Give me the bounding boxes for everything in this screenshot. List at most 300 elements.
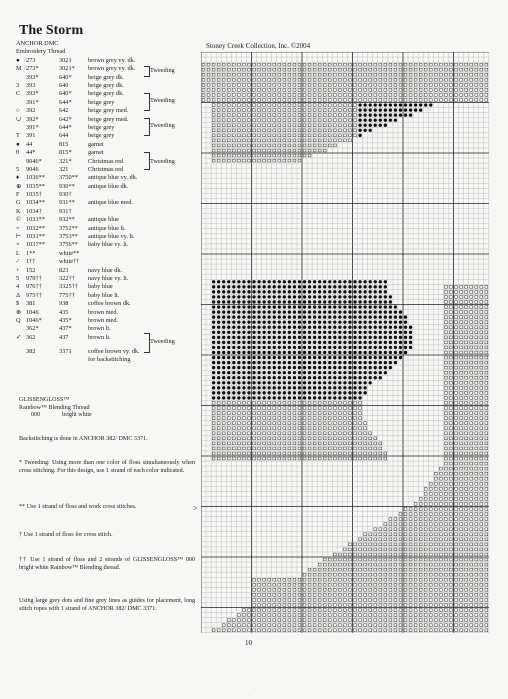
- stitch-symbol: [394, 593, 397, 596]
- stitch-symbol: [293, 154, 296, 157]
- stitch-symbol: [288, 614, 291, 617]
- stitch-symbol: [384, 619, 387, 622]
- stitch-symbol: [450, 331, 453, 334]
- stitch-symbol: [379, 538, 382, 541]
- stitch-symbol: [338, 412, 341, 415]
- stitch-symbol: [460, 341, 463, 344]
- stitch-symbol: [268, 63, 271, 66]
- stitch-symbol: [394, 88, 397, 91]
- stitch-symbol: [222, 280, 225, 283]
- stitch-symbol: [369, 94, 372, 97]
- stitch-symbol: [384, 553, 387, 556]
- stitch-symbol: [222, 99, 225, 102]
- stitch-symbol: [288, 396, 291, 399]
- stitch-symbol: [429, 73, 432, 76]
- stitch-symbol: [328, 563, 331, 566]
- stitch-symbol: [263, 119, 266, 122]
- legend-row: [16, 132, 196, 140]
- stitch-symbol: [399, 99, 402, 102]
- stitch-symbol: [409, 103, 412, 106]
- stitch-symbol: [248, 134, 251, 137]
- stitch-symbol: [333, 422, 336, 425]
- stitch-symbol: [414, 518, 417, 521]
- stitch-symbol: [242, 356, 245, 359]
- stitch-symbol: [404, 103, 407, 106]
- stitch-symbol: [237, 280, 240, 283]
- stitch-symbol: [414, 508, 417, 511]
- stitch-symbol: [379, 593, 382, 596]
- stitch-symbol: [460, 553, 463, 556]
- stitch-symbol: [364, 452, 367, 455]
- stitch-symbol: [389, 73, 392, 76]
- stitch-symbol: [480, 538, 483, 541]
- stitch-symbol: [374, 447, 377, 450]
- stitch-symbol: [328, 558, 331, 561]
- stitch-symbol: [414, 63, 417, 66]
- stitch-symbol: [364, 614, 367, 617]
- stitch-symbol: [394, 326, 397, 329]
- stitch-symbol: [450, 83, 453, 86]
- stitch-symbol: [243, 119, 246, 122]
- stitch-symbol: [222, 94, 225, 97]
- stitch-symbol: [232, 300, 235, 303]
- stitch-symbol: [470, 538, 473, 541]
- stitch-symbol: [293, 614, 296, 617]
- stitch-symbol: [389, 295, 392, 298]
- stitch-symbol: [253, 588, 256, 591]
- stitch-symbol: [354, 83, 357, 86]
- legend-row: [16, 300, 196, 308]
- stitch-symbol: [384, 78, 387, 81]
- stitch-symbol: [293, 320, 296, 323]
- stitch-symbol: [384, 315, 387, 318]
- stitch-symbol: [227, 119, 230, 122]
- stitch-symbol: [389, 99, 392, 102]
- stitch-symbol: [404, 346, 407, 349]
- stitch-symbol: [465, 467, 468, 470]
- stitch-symbol: [455, 583, 458, 586]
- stitch-symbol: [237, 134, 240, 137]
- stitch-symbol: [273, 149, 276, 152]
- stitch-symbol: [273, 609, 276, 612]
- stitch-symbol: [475, 311, 478, 314]
- stitch-symbol: [475, 326, 478, 329]
- stitch-symbol: [354, 402, 357, 405]
- stitch-symbol: [267, 346, 270, 349]
- stitch-symbol: [247, 285, 250, 288]
- legend-dmc: 644*: [59, 98, 72, 106]
- stitch-symbol: [232, 331, 235, 334]
- stitch-symbol: [414, 583, 417, 586]
- stitch-symbol: [318, 83, 321, 86]
- stitch-symbol: [384, 528, 387, 531]
- stitch-symbol: [470, 83, 473, 86]
- stitch-symbol: [262, 310, 265, 313]
- stitch-symbol: [303, 346, 306, 349]
- stitch-symbol: [253, 437, 256, 440]
- stitch-symbol: [288, 442, 291, 445]
- stitch-symbol: [217, 88, 220, 91]
- stitch-symbol: [389, 341, 392, 344]
- stitch-symbol: [298, 63, 301, 66]
- stitch-symbol: [374, 63, 377, 66]
- stitch-symbol: [267, 356, 270, 359]
- stitch-symbol: [359, 452, 362, 455]
- stitch-symbol: [283, 63, 286, 66]
- stitch-symbol: [273, 280, 276, 283]
- stitch-symbol: [227, 114, 230, 117]
- stitch-symbol: [243, 427, 246, 430]
- stitch-symbol: [450, 99, 453, 102]
- stitch-symbol: [303, 412, 306, 415]
- stitch-symbol: [232, 295, 235, 298]
- stitch-symbol: [247, 331, 250, 334]
- stitch-symbol: [480, 553, 483, 556]
- stitch-symbol: [217, 63, 220, 66]
- stitch-symbol: [374, 528, 377, 531]
- stitch-symbol: [338, 336, 341, 339]
- stitch-symbol: [262, 351, 265, 354]
- stitch-symbol: [384, 326, 387, 329]
- stitch-symbol: [333, 73, 336, 76]
- stitch-symbol: [308, 154, 311, 157]
- stitch-symbol: [445, 402, 448, 405]
- stitch-symbol: [389, 63, 392, 66]
- stitch-symbol: [475, 356, 478, 359]
- stitch-symbol: [288, 149, 291, 152]
- stitch-symbol: [237, 320, 240, 323]
- stitch-symbol: [389, 578, 392, 581]
- stitch-symbol: [212, 391, 215, 394]
- legend-dmc: 640*: [59, 73, 72, 81]
- stitch-symbol: [379, 315, 382, 318]
- stitch-symbol: [248, 614, 251, 617]
- stitch-symbol: [212, 83, 215, 86]
- stitch-symbol: [222, 315, 225, 318]
- stitch-symbol: [273, 371, 276, 374]
- stitch-symbol: [394, 533, 397, 536]
- stitch-symbol: [263, 614, 266, 617]
- stitch-symbol: [283, 412, 286, 415]
- stitch-symbol: [379, 371, 382, 374]
- stitch-symbol: [470, 553, 473, 556]
- stitch-symbol: [470, 63, 473, 66]
- stitch-symbol: [328, 624, 331, 627]
- stitch-symbol: [248, 94, 251, 97]
- stitch-symbol: [368, 341, 371, 344]
- stitch-symbol: [253, 402, 256, 405]
- stitch-symbol: [409, 578, 412, 581]
- stitch-symbol: [293, 134, 296, 137]
- stitch-symbol: [318, 114, 321, 117]
- stitch-symbol: [237, 629, 240, 632]
- stitch-symbol: [293, 94, 296, 97]
- stitch-symbol: [273, 68, 276, 71]
- stitch-symbol: [227, 315, 230, 318]
- stitch-symbol: [434, 573, 437, 576]
- stitch-symbol: [212, 447, 215, 450]
- stitch-symbol: [288, 154, 291, 157]
- stitch-symbol: [298, 427, 301, 430]
- stitch-symbol: [227, 361, 230, 364]
- legend-row: [16, 258, 196, 266]
- stitch-symbol: [273, 104, 276, 107]
- stitch-symbol: [237, 396, 240, 399]
- stitch-symbol: [313, 407, 316, 410]
- stitch-symbol: [323, 447, 326, 450]
- stitch-symbol: [242, 391, 245, 394]
- stitch-symbol: [243, 614, 246, 617]
- stitch-symbol: [288, 159, 291, 162]
- stitch-symbol: [434, 533, 437, 536]
- stitch-symbol: [450, 88, 453, 91]
- stitch-symbol: [470, 457, 473, 460]
- stitch-symbol: [465, 604, 468, 607]
- stitch-symbol: [298, 447, 301, 450]
- stitch-symbol: [298, 417, 301, 420]
- stitch-symbol: [369, 563, 372, 566]
- legend-color-name: for backstitching: [88, 356, 131, 364]
- stitch-symbol: [389, 108, 392, 111]
- stitch-symbol: [485, 412, 488, 415]
- stitch-symbol: [323, 129, 326, 132]
- stitch-symbol: [318, 78, 321, 81]
- stitch-symbol: [258, 134, 261, 137]
- stitch-symbol: [384, 604, 387, 607]
- stitch-symbol: [389, 604, 392, 607]
- stitch-symbol: [369, 568, 372, 571]
- stitch-symbol: [298, 154, 301, 157]
- stitch-symbol: [318, 134, 321, 137]
- stitch-symbol: [434, 593, 437, 596]
- stitch-symbol: [439, 563, 442, 566]
- stitch-symbol: [409, 553, 412, 556]
- stitch-symbol: [424, 629, 427, 632]
- stitch-symbol: [333, 290, 336, 293]
- stitch-symbol: [303, 104, 306, 107]
- stitch-symbol: [480, 381, 483, 384]
- stitch-symbol: [364, 63, 367, 66]
- legend-anchor: 1034†: [26, 207, 42, 215]
- legend-color-name: antique blue vy. dk.: [88, 174, 138, 182]
- stitch-symbol: [445, 548, 448, 551]
- stitch-symbol: [465, 498, 468, 501]
- stitch-symbol: [445, 296, 448, 299]
- stitch-symbol: [363, 290, 366, 293]
- stitch-symbol: [328, 356, 331, 359]
- stitch-symbol: [298, 432, 301, 435]
- stitch-symbol: [460, 407, 463, 410]
- stitch-symbol: [293, 280, 296, 283]
- stitch-symbol: [394, 361, 397, 364]
- stitch-symbol: [227, 391, 230, 394]
- stitch-symbol: [323, 609, 326, 612]
- stitch-symbol: [253, 134, 256, 137]
- stitch-symbol: [465, 326, 468, 329]
- stitch-symbol: [475, 376, 478, 379]
- stitch-symbol: [333, 417, 336, 420]
- stitch-symbol: [450, 341, 453, 344]
- stitch-symbol: [404, 624, 407, 627]
- stitch-symbol: [374, 336, 377, 339]
- stitch-symbol: [399, 528, 402, 531]
- stitch-symbol: [303, 144, 306, 147]
- stitch-symbol: [445, 432, 448, 435]
- stitch-symbol: [288, 295, 291, 298]
- stitch-symbol: [485, 371, 488, 374]
- stitch-symbol: [429, 573, 432, 576]
- stitch-symbol: [222, 285, 225, 288]
- stitch-symbol: [323, 599, 326, 602]
- stitch-symbol: [414, 513, 417, 516]
- stitch-symbol: [419, 513, 422, 516]
- stitch-symbol: [303, 427, 306, 430]
- stitch-symbol: [303, 83, 306, 86]
- stitch-symbol: [303, 315, 306, 318]
- stitch-symbol: [283, 99, 286, 102]
- backstitch-row: [16, 348, 196, 356]
- stitch-symbol: [445, 538, 448, 541]
- stitch-symbol: [475, 563, 478, 566]
- stitch-symbol: [394, 538, 397, 541]
- stitch-symbol: [288, 88, 291, 91]
- stitch-symbol: [353, 381, 356, 384]
- stitch-symbol: [328, 88, 331, 91]
- stitch-symbol: [293, 583, 296, 586]
- stitch-symbol: [283, 604, 286, 607]
- stitch-symbol: [288, 326, 291, 329]
- stitch-symbol: [217, 305, 220, 308]
- stitch-symbol: [343, 396, 346, 399]
- stitch-symbol: [470, 543, 473, 546]
- stitch-symbol: [338, 315, 341, 318]
- stitch-symbol: [257, 376, 260, 379]
- stitch-symbol: [450, 386, 453, 389]
- stitch-symbol: [253, 159, 256, 162]
- stitch-symbol: [414, 528, 417, 531]
- stitch-symbol: [222, 457, 225, 460]
- stitch-symbol: [278, 417, 281, 420]
- stitch-symbol: [353, 346, 356, 349]
- legend-dmc: 640*: [59, 90, 72, 98]
- stitch-symbol: [328, 619, 331, 622]
- stitch-symbol: [232, 114, 235, 117]
- stitch-symbol: [485, 528, 488, 531]
- stitch-symbol: [470, 482, 473, 485]
- stitch-symbol: [273, 366, 276, 369]
- stitch-symbol: [470, 402, 473, 405]
- stitch-symbol: [263, 457, 266, 460]
- legend-dmc: 823: [59, 266, 69, 274]
- stitch-symbol: [262, 315, 265, 318]
- stitch-symbol: [318, 73, 321, 76]
- stitch-symbol: [283, 402, 286, 405]
- stitch-symbol: [409, 548, 412, 551]
- stitch-symbol: [268, 124, 271, 127]
- stitch-symbol: [475, 366, 478, 369]
- stitch-symbol: [298, 593, 301, 596]
- stitch-symbol: [298, 336, 301, 339]
- stitch-symbol: [374, 573, 377, 576]
- legend-dmc: 644*: [59, 123, 72, 131]
- stitch-symbol: [349, 407, 352, 410]
- stitch-symbol: [450, 402, 453, 405]
- stitch-symbol: [470, 285, 473, 288]
- stitch-symbol: [333, 407, 336, 410]
- stitch-symbol: [384, 523, 387, 526]
- stitch-symbol: [338, 280, 341, 283]
- stitch-symbol: [344, 114, 347, 117]
- stitch-symbol: [374, 300, 377, 303]
- stitch-symbol: [308, 578, 311, 581]
- stitch-symbol: [328, 391, 331, 394]
- stitch-symbol: [338, 285, 341, 288]
- stitch-symbol: [389, 305, 392, 308]
- stitch-symbol: [253, 412, 256, 415]
- stitch-symbol: [399, 331, 402, 334]
- stitch-symbol: [273, 402, 276, 405]
- stitch-symbol: [450, 437, 453, 440]
- stitch-symbol: [237, 356, 240, 359]
- stitch-symbol: [424, 609, 427, 612]
- stitch-symbol: [293, 599, 296, 602]
- stitch-symbol: [268, 94, 271, 97]
- stitch-symbol: [232, 68, 235, 71]
- stitch-symbol: [465, 599, 468, 602]
- stitch-symbol: [475, 402, 478, 405]
- stitch-symbol: [409, 538, 412, 541]
- stitch-symbol: [389, 538, 392, 541]
- stitch-symbol: [465, 361, 468, 364]
- stitch-symbol: [409, 78, 412, 81]
- stitch-symbol: [298, 285, 301, 288]
- stitch-symbol: [227, 351, 230, 354]
- stitch-symbol: [248, 114, 251, 117]
- stitch-symbol: [278, 376, 281, 379]
- stitch-symbol: [429, 558, 432, 561]
- legend-symbol: +: [16, 266, 20, 274]
- stitch-symbol: [253, 422, 256, 425]
- stitch-symbol: [288, 356, 291, 359]
- stitch-symbol: [374, 310, 377, 313]
- stitch-symbol: [445, 533, 448, 536]
- stitch-symbol: [232, 341, 235, 344]
- stitch-symbol: [434, 78, 437, 81]
- stitch-symbol: [450, 553, 453, 556]
- stitch-symbol: [333, 300, 336, 303]
- stitch-symbol: [212, 442, 215, 445]
- stitch-symbol: [363, 310, 366, 313]
- stitch-symbol: [318, 578, 321, 581]
- stitch-symbol: [308, 442, 311, 445]
- stitch-symbol: [278, 88, 281, 91]
- stitch-symbol: [217, 280, 220, 283]
- stitch-symbol: [414, 568, 417, 571]
- stitch-symbol: [445, 447, 448, 450]
- stitch-symbol: [419, 498, 422, 501]
- stitch-symbol: [409, 63, 412, 66]
- stitch-symbol: [364, 422, 367, 425]
- stitch-symbol: [313, 447, 316, 450]
- stitch-symbol: [353, 295, 356, 298]
- stitch-symbol: [368, 113, 371, 116]
- legend-color-name: beige grey dk.: [88, 90, 124, 98]
- glissengloss-block: [19, 397, 195, 420]
- stitch-symbol: [349, 134, 352, 137]
- stitch-symbol: [313, 568, 316, 571]
- stitch-symbol: [323, 452, 326, 455]
- stitch-symbol: [217, 83, 220, 86]
